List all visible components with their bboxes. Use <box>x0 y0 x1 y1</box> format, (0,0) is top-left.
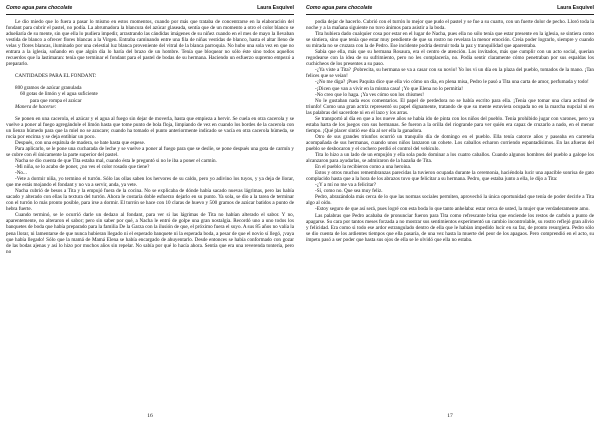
paragraph: -No... <box>15 170 27 177</box>
paragraph: -¿No me diga? ¡Pues Paquita dice que ella vio cómo un día, en plena misa, Pedro le pasó a Tita una carta de amor, perfumada y todo! <box>315 79 589 86</box>
page-number: 17 <box>447 413 453 419</box>
paragraph: Se transportó al día en que a los nueve años se había ido de pinta con los niños del pueblo. Tenía prohibido jugar con varones, pero ya estaba harta de los juegos con sus hermanas. Se fueron a la orilla del riogrande para ver quién era capaz de cruzarlo a nado, en el menor tiempo. ¡Qué placer sintió ese día al ser ella la ganadora. <box>306 115 594 134</box>
paragraph: -¿Ya viste a Tita? ¡Pobrecita, su hermana se va a casar con su novio! Yo los vi un día en la plaza del pueblo, tomados de la mano. ¡Tan felices que se veían! <box>306 67 594 80</box>
paragraph: -Sí, como no. Que sea muy feliz. <box>315 188 383 195</box>
ingredient-line: 60 gotas de limón y el agua suficiente <box>20 91 98 98</box>
paragraph: Nacha cubrió de besos a Tita y la empujó fuera de la cocina. No se explicaba de dónde había sacado nuevas lágrimas, pero las había sacado y alterado con ellas la textura del turrón. Ahora le costaría doble esfuerzo dejarlo en su punto. Ya sola, se dio a la tarea de terminar con el turrón lo más pronto posible, para irse a dormir. El turrón se hace con 10 claras de huevo y 500 gramos de azúcar batidos a punto de hebra fuerte. <box>6 188 294 213</box>
paragraph: -Mi niña, se lo acabo de poner, ¿no ves el color rosado que tiene? <box>15 163 150 170</box>
paragraph: Estos y otros muchos remembranzas parecidas la tuvieron ocupada durante la ceremonia, haciéndola lucir una apacible sonrisa de gato complacido hasta que a la hora de los abrazos tuvo que felicitar a su hermana. Pedro, que estaba junto a ella, le dijo a Tita: <box>306 170 594 183</box>
paragraph: -No creo que lo haga. ¡Ya ves cómo son los chismes! <box>315 91 424 98</box>
header-rule <box>6 14 294 15</box>
book-title: Como agua para chocolate <box>6 5 73 11</box>
page-text <box>306 19 594 405</box>
left-page <box>3 0 297 424</box>
paragraph: Pedro, abrazándola más cerca de lo que las normas sociales permiten, aprovechó la única oportunidad que tenía de poder decirle a Tita algo al oído. <box>306 194 594 207</box>
book-author: Laura Esquivel <box>557 5 594 11</box>
header-rule <box>306 14 594 15</box>
paragraph: Tita lo hizo a un lado de un empujón y ella sola pudo dominar a los cuatro caballos. Cuando algunos hombres del pueblo a galope los alcanzaron para ayudarlas, se admiraron de la hazaña de Tita. <box>306 152 594 165</box>
book-author: Laura Esquivel <box>257 5 294 11</box>
paragraph: En el pueblo la recibieron como a una heroína. <box>315 164 412 171</box>
paragraph: Nacha se dio cuenta de que Tita estaba mal, cuando ésta le preguntó si no le iba a poner el carmín. <box>15 157 217 164</box>
paragraph: -Vete a dormir niña, yo termino el turrón. Sólo las ollas saben los hervores de su caldo, pero yo adivino los tuyos, y ya deja de llorar, que me estás mojando el fondant y no va a servir, anda, ya vete. <box>6 176 294 189</box>
page-text <box>6 19 294 405</box>
paragraph: Cuando terminó, se le ocurrió darle un dedazo al fondant, para ver si las lágrimas de Tita no habían alterado el sabor. Y no, aparentemente, no alteraron el sabor; pero sin saber por qué, a Nacha le entró de golpe una gran nostalgia. Recordó uno a uno todos los banquetes de boda que había preparado para la familia De la Garza con la ilusión de que, el próximo fuera el suyo. A sus 85 años no valía la pena llorar, ni lamentarse de que nunca hubieran llegado ni el esperado banquete ni la esperada boda, a pesar de que el novio sí llegó, ¡vaya que había llegado! Sólo que la mamá de Mamá Elena se había encargado de ahuyentarlo. Desde entonces se había conformado con gozar de las bodas ajenas y así lo hizo por muchos años sin repelar. No sabía por qué lo hacía ahora. Sentía que era una reverenda tontería, pero no <box>6 212 294 255</box>
running-header <box>306 5 594 14</box>
paragraph: Después, con una espátula de madera, se bate hasta que espese. <box>15 139 146 146</box>
page-number: 16 <box>147 413 153 419</box>
paragraph: Sabía que ella, más que su hermana Rosaura, era el centro de atención. Los invitados, más que cumplir con un acto social, querían regodearse con la idea de su sufrimiento, pero no les complacería, no. Podía sentir claramente cómo penetraban por sus espaldas los cuchicheos de los presentes a su paso. <box>306 49 594 68</box>
ingredient-line: 800 gramos de azúcar granulada <box>15 85 82 92</box>
paragraph: Otro de sus grandes triunfos ocurrió un tranquilo día de domingo en el pueblo. Ella tenía catorce años y paseaba en carretela acompañada de sus hermanas, cuando unos niños lanzaron un cohete. Los caballos echaron corriendo espantadísimos. En las afueras del pueblo se desbocaron y el cochero perdió el control del vehículo. <box>306 133 594 152</box>
paragraph: Tita hubiera dado cualquier cosa por estar en el lugar de Nacha, pues ella no sólo tenía que estar presente en la iglesia, se sintiera como se sintiera, sino que tenía que estar muy pendiente de que su rostro no revelara la menor emoción. Creía poder lograrlo, siempre y cuando su mirada no se cruzara con la de Pedro. Ese incidente podría destruir toda la paz y tranquilidad que aparentaba. <box>306 31 594 50</box>
paragraph: Le dio miedo que lo fuera a pasar lo mismo en estos momentos, cuando por más que trataba de concentrarse en la elaboración del fondant para cubrir el pastel, no podía. La abrumadora la blancura del azúcar glaseada, sentía que de un momento a otro el color blanco se adueñaría de su mente, sin que ella lo pudiera impedir, arrastrando las cándidas imágenes de su niñez cuando en el mes de mayo la llevaban vestida de blanco a ofrecer flores blancas a la Virgen. Entraba caminando entre una fila de niñas vestidas de blanco, hasta el altar lleno de velas y flores blancas, iluminado por una celestial luz blanca proveniente del vitral de la blanca parroquia. No hubo una sola vez en que no entrara a la iglesia, soñando en que algún día lo haría del brazo de un hombre. Tenía que bloquear no sólo éste sino todos aquellos recuerdos que la lastimaran: tenía que terminar el fondant para el pastel de bodas de su hermana. Haciendo un esfuerzo supremo empezó a prepararlo. <box>6 19 294 68</box>
right-page <box>303 0 597 424</box>
paragraph: No le gustaban nada esos comentarios. El papel de perdedora no se había escrito para ella. ¡Tenía que tomar una clara actitud de triunfo! Como una gran actriz representó su papel dignamente, tratando de que su mente estuviera ocupada no en la marcha nupcial ni en las palabras del sacerdote ni en el lazo y los arras. <box>306 97 594 116</box>
paragraph: podía dejar de hacerlo. Cubrió con el turrón lo mejor que pudo el pastel y se fue a su cuarto, con un fuerte dolor de pecho. Lloró toda la noche y a la mañana siguiente no tuvo ánimos para asistir a la boda. <box>306 19 594 32</box>
recipe-heading: CANTIDADES PARA EL FONDANT: <box>15 73 97 80</box>
paragraph: -Estoy seguro de que así será, pues logré con esta boda lo que tanto anhelaba: estar cerca de usted, la mujer que verdaderamente amo. <box>315 206 590 213</box>
paragraph: Se ponen en una cacerola, el azúcar y el agua al fuego sin dejar de moverla, hasta que empieza a hervir. Se cuela en otra cacerola y se vuelve a poner al fuego agregándole el limón hasta que tome punto de bola floja, limpiando de vez en cuando los bordes de la cacerola con un lienzo húmedo para que la miel no se azucare; cuando ha tomado el punto anteriormente indicado se vacía en otra cacerola húmeda, se rocía por encima y se deja entibiar un poco. <box>6 115 294 140</box>
book-title: Como agua para chocolate <box>306 5 373 11</box>
paragraph: -¡Dicen que van a vivir en la misma casa! ¡Yo que Elena no lo permitía! <box>315 85 463 92</box>
method-heading: Manera de hacerse: <box>15 103 57 110</box>
running-header <box>6 5 294 14</box>
paragraph: Las palabras que Pedro acababa de pronunciar fueron para Tita como refrescante brisa que enciende los restos de carbón a punto de apagarse. Su cara por tantos meses forzada a no mostrar sus sentimientos experimentó un cambio incontrolable, su rostro reflejó gran alivio y felicidad. Era como si todo ese ardor estrangulado dentro de ella que le habían impedido lucir en su faz, de pronto resurgiera. Pedro sólo se dio cuenta de los ardientes tiempos que ella pasaría, de una vez hasta la muerte del peor de los apagaos. Pero comprendió en el acto, su ímpetu pasó a ser poder que hasta sus ojos de ella se le olvidó que ella no estaba. <box>306 212 594 243</box>
paragraph: -¿Y a mí no me va a felicitar? <box>315 182 377 189</box>
ingredient-line: para que rompa el azúcar <box>30 97 82 104</box>
paragraph: Para aplicarlo, se le pone una cucharada de leche y se vuelve a poner al fuego para que se deslíe, se pone después una gota de carmín y se cubre con él únicamente la parte superior del pastel. <box>6 145 294 158</box>
